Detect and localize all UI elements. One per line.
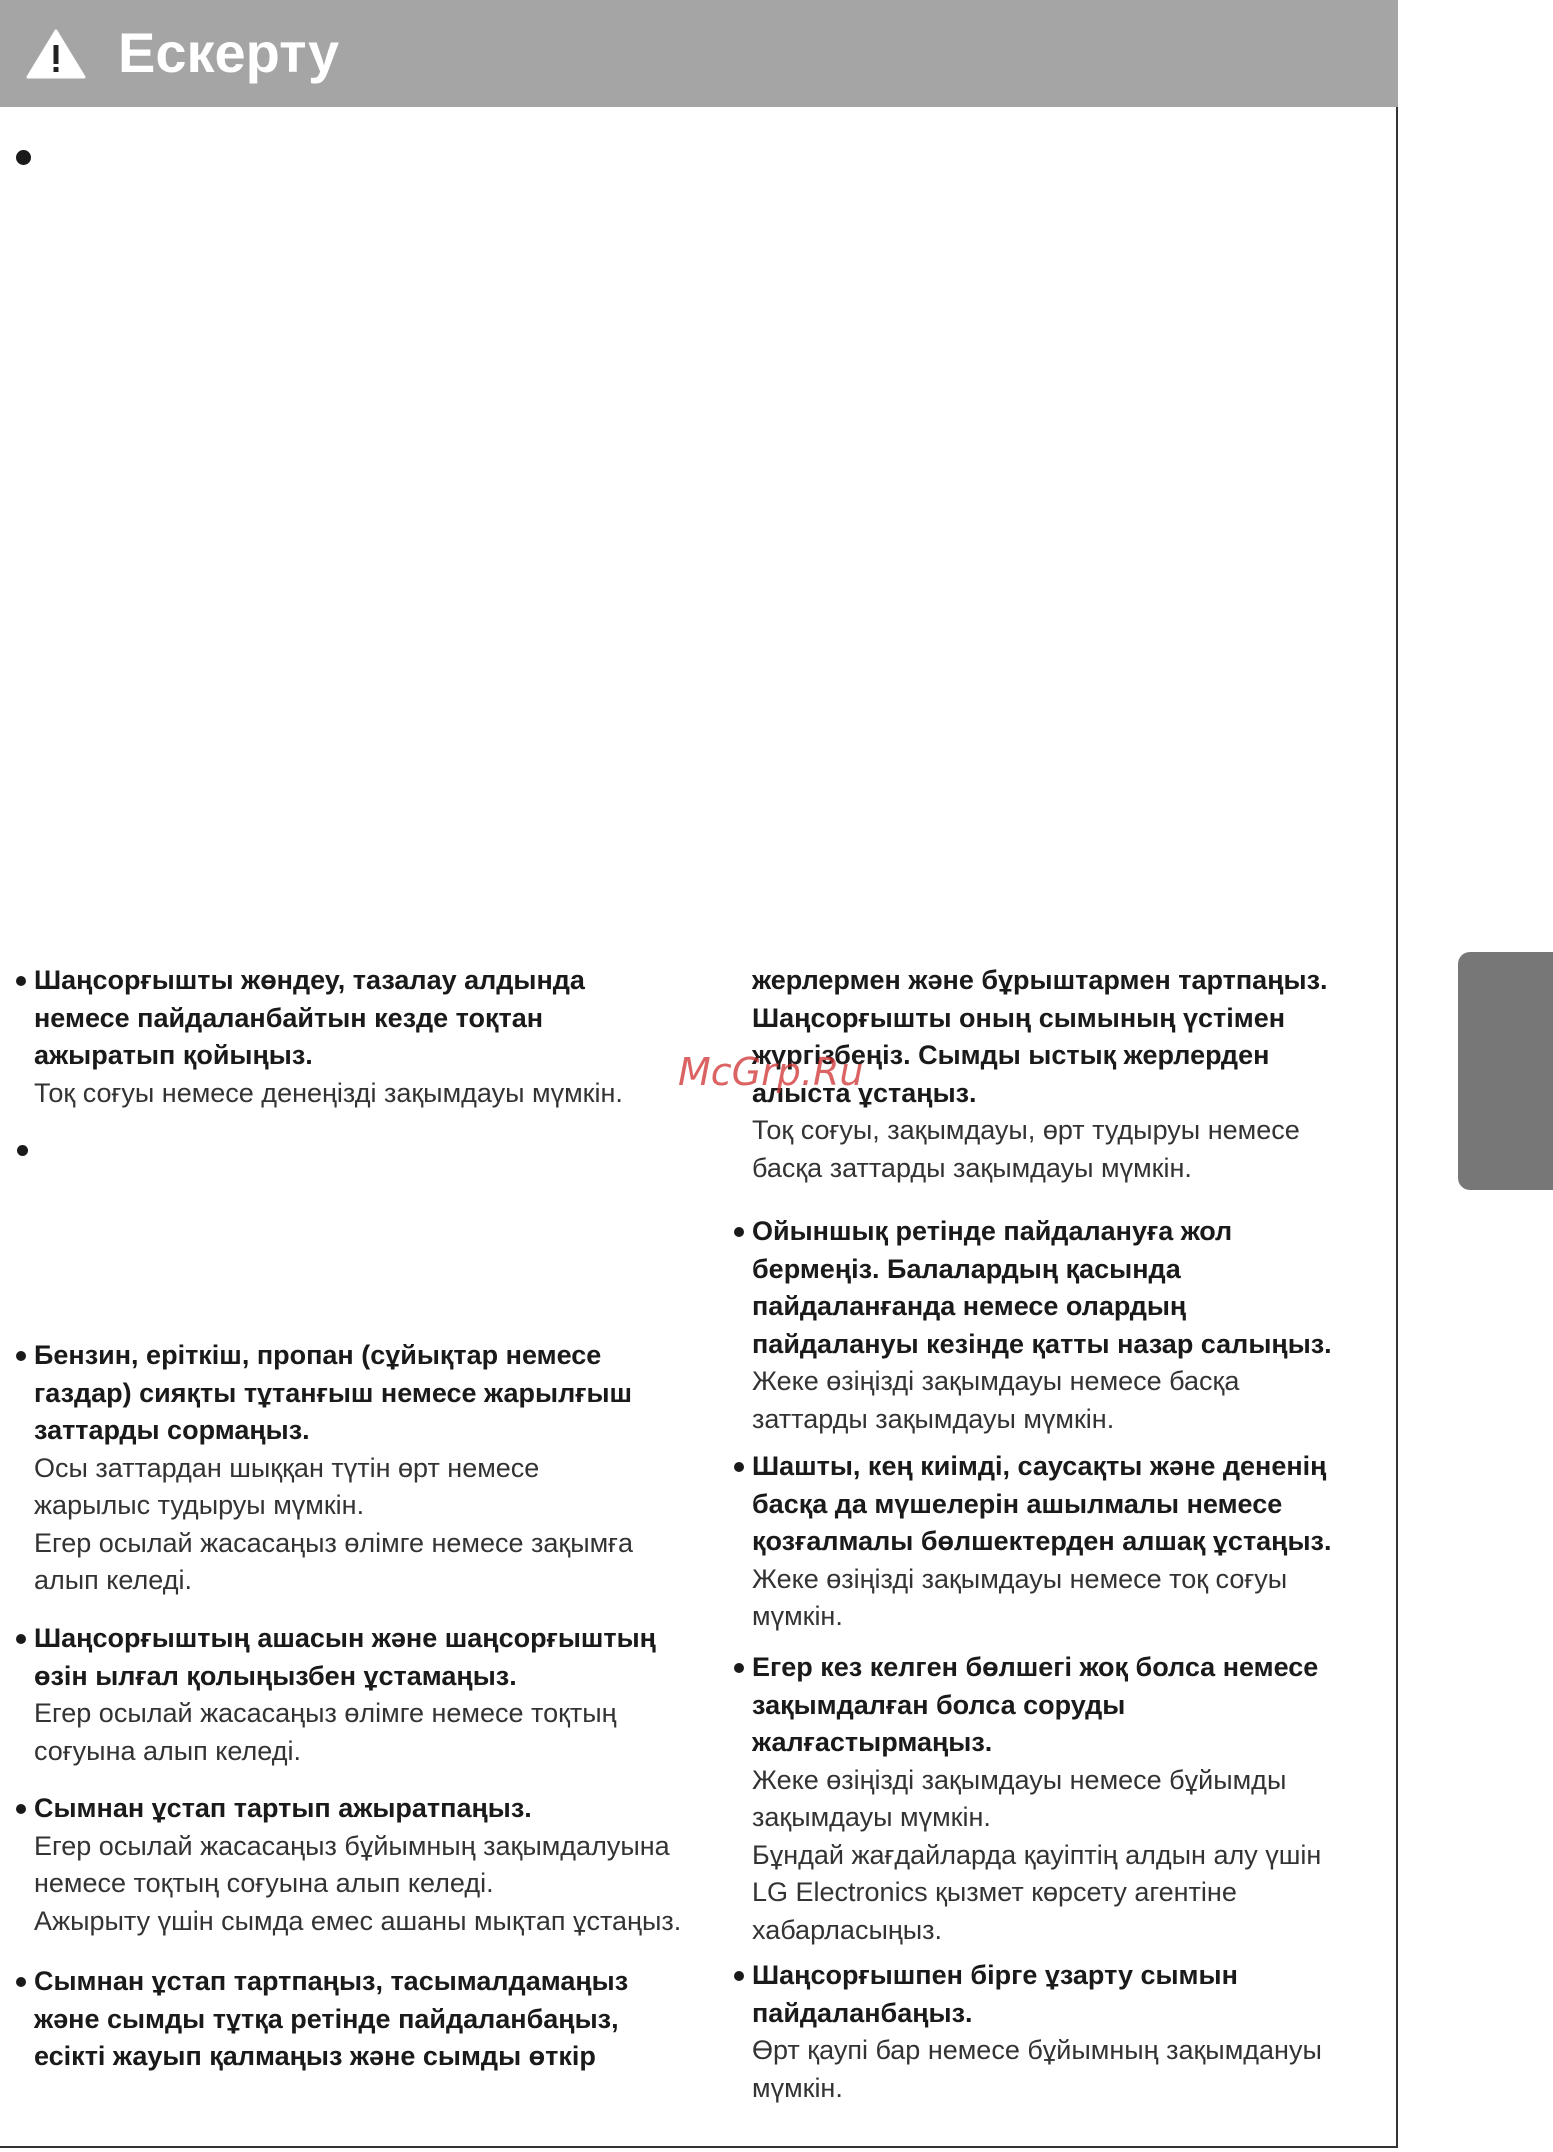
warning-heading: есікті жауып қалмаңыз және сымды өткір [34,2041,596,2071]
warning-text: Өрт қаупі бар немесе бұйымның зақымдануы [752,2035,1322,2065]
bullet [16,1634,26,1644]
warning-heading: Егер кез келген бөлшегі жоқ болса немесе [752,1652,1319,1682]
warning-heading: немесе пайдаланбайтын кезде тоқтан [34,1002,544,1033]
warning-text: Егер осылай жасасаңыз өлімге немесе тоқтың [34,1698,617,1728]
warning-heading: жүргізбеңіз. Сымды ыстық жерлерден [752,1040,1270,1070]
warning-heading: Ойыншық ретінде пайдалануға жол [752,1216,1233,1246]
warning-text: немесе тоқтың соғуына алып келеді. [34,1868,494,1898]
warning-heading: пайдаланбаңыз. [752,1997,973,2028]
warning-text: Тоқ соғуы немесе денеңізді зақымдауы мүмкін. [34,1077,623,1108]
warning-text: Жеке өзіңізді зақымдауы немесе басқа [752,1366,1240,1396]
bullet [16,1804,26,1814]
warning-text: Егер осылай жасасаңыз бұйымның зақымдалуына [34,1830,670,1861]
warning-text: соғуына алып келеді. [34,1735,301,1766]
section-tab [1458,952,1553,1190]
empty-bullet [17,1145,28,1156]
warning-item [730,1448,1390,1636]
warning-item [730,1213,1390,1438]
bullet [16,1977,26,1987]
bullet [734,1462,744,1472]
warning-text: Тоқ соғуы, зақымдауы, өрт тудыруы немесе [752,1115,1300,1145]
warning-heading: Бензин, еріткіш, пропан (сұйықтар немесе [34,1340,602,1370]
warning-text: Егер осылай жасасаңыз өлімге немесе зақымға [34,1527,634,1558]
warning-item [12,1790,717,1940]
warning-text: LG Electronics қызмет көрсету агентіне [752,1877,1237,1907]
warning-heading: басқа да мүшелерін ашылмалы немесе [752,1488,1283,1519]
warning-heading: зақымдалған болса соруды [752,1689,1126,1720]
warning-text: Ажырыту үшін сымда емес ашаны мықтап ұстаңыз. [34,1905,682,1936]
warning-heading: алыста ұстаңыз. [752,1077,977,1108]
warning-heading: жалғастырмаңыз. [752,1727,993,1757]
warning-item [12,962,717,1112]
warning-text: алып келеді. [34,1565,192,1595]
warning-heading: пайдаланғанда немесе олардың [752,1291,1187,1321]
empty-bullet [16,150,31,165]
warning-text: мүмкін. [752,2072,843,2103]
bullet [16,976,26,986]
warning-heading: өзін ылғал қолыңызбен ұстамаңыз. [34,1660,517,1691]
warning-text: Жеке өзіңізді зақымдауы немесе бұйымды [752,1764,1287,1795]
warning-text: мүмкін. [752,1601,843,1631]
page-title: Ескерту [118,21,340,84]
warning-text: Осы заттардан шыққан түтін өрт немесе [34,1452,540,1483]
warning-heading: Шаңсорғышты жөндеу, тазалау алдында [34,965,585,995]
header-bar [0,0,1398,107]
watermark: McGrp.Ru [678,1050,864,1094]
bullet [734,1227,744,1237]
warning-triangle-icon [25,28,87,80]
warning-heading: Сымнан ұстап тартпаңыз, тасымалдамаңыз [34,1966,629,1996]
warning-text: хабарласыңыз. [752,1914,943,1945]
warning-text: заттарды зақымдауы мүмкін. [752,1403,1115,1434]
warning-text: Жеке өзіңізді зақымдауы немесе тоқ соғуы [752,1563,1288,1594]
bullet [16,1351,26,1361]
warning-item [12,1337,717,1600]
warning-heading: бермеңіз. Балалардың қасында [752,1253,1181,1284]
warning-text: басқа заттарды зақымдауы мүмкін. [752,1152,1192,1183]
bullet [734,1663,744,1673]
bullet [734,1971,744,1981]
warning-heading: Сымнан ұстап тартып ажыратпаңыз. [34,1793,532,1823]
warning-heading: Шаңсорғышты оның сымының үстімен [752,1002,1286,1033]
warning-item [730,1957,1390,2107]
warning-heading: Шаңсорғышпен бірге ұзарту сымын [752,1960,1238,1990]
warning-heading: қозғалмалы бөлшектерден алшақ ұстаңыз. [752,1526,1332,1556]
warning-item [12,1963,717,2076]
warning-heading: Шашты, кең киімді, саусақты және дененің [752,1451,1327,1481]
warning-item [730,1649,1390,1949]
warning-text: жарылыс тудыруы мүмкін. [34,1490,365,1520]
warning-heading: Шаңсорғыштың ашасын және шаңсорғыштың [34,1623,656,1653]
warning-heading: пайдалануы кезінде қатты назар салыңыз. [752,1328,1332,1359]
warning-item [12,1620,717,1770]
warning-heading: заттарды сормаңыз. [34,1415,310,1445]
warning-text: зақымдауы мүмкін. [752,1802,991,1832]
warning-heading: газдар) сияқты тұтанғыш немесе жарылғыш [34,1377,633,1408]
warning-heading: жерлермен және бұрыштармен тартпаңыз. [752,965,1328,995]
warning-text: Бұндай жағдайларда қауіптің алдын алу үшін [752,1839,1322,1870]
warning-heading: және сымды тұтқа ретінде пайдаланбаңыз, [34,2003,619,2034]
warning-heading: ажыратып қойыңыз. [34,1040,313,1070]
